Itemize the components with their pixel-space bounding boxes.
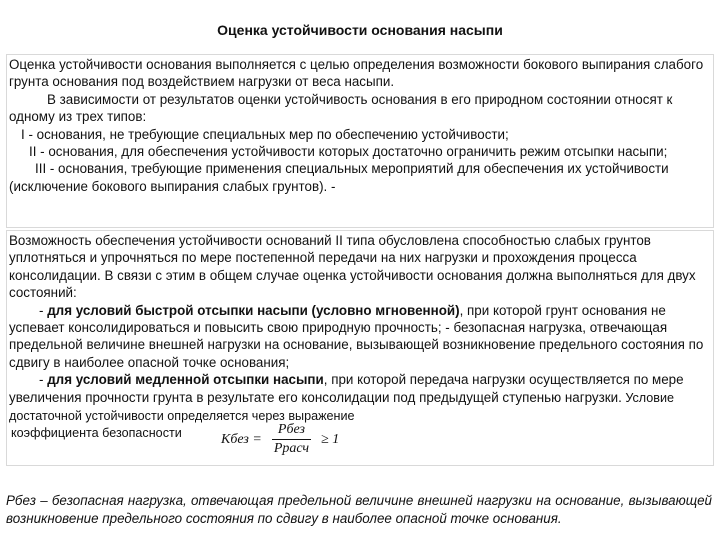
formula-fraction	[268, 421, 315, 458]
slow-fill-paragraph	[9, 371, 711, 425]
formula-denominator: Pрасч	[273, 441, 310, 457]
page-title: Оценка устойчивости основания насыпи	[217, 22, 503, 38]
intro-block	[6, 54, 714, 228]
fast-fill-prefix: -	[39, 302, 48, 318]
type-2-block	[6, 230, 714, 466]
fast-fill-heading: для условий быстрой отсыпки насыпи (условно мгновенной)	[47, 302, 460, 318]
formula-lhs: Kбез =	[221, 432, 262, 448]
condition-text: Условие достаточной устойчивости определяется через выражение	[9, 390, 675, 424]
formula-label: коэффициента безопасности	[11, 426, 182, 441]
formula-numerator: Pбез	[272, 421, 311, 440]
type-2-item: II - основания, для обеспечения устойчивости которых достаточно ограничить режим отсыпки насыпи;	[29, 144, 668, 160]
formula-row	[9, 422, 711, 459]
safety-factor-formula	[221, 421, 339, 458]
slow-fill-heading: для условий медленной отсыпки насыпи	[47, 372, 324, 388]
consolidation-paragraph: Возможность обеспечения устойчивости оснований II типа обусловлена способностью слабых грунтов уплотняться и упрочняться по мере постепенной передачи на них нагрузки и прохождения процесса консолидации. В связи с этим в общем случае оценка устойчивости основания должна выполняться для двух состояний:	[9, 233, 696, 301]
fast-fill-text: , при которой грунт основания не успевает консолидироваться и повысить свою природную прочность; - безопасная нагрузка, отвечающая предельной величине внешней нагрузки на основание, вызывающей возникновение предельного состояния по сдвигу в наиболее опасной точке основания;	[9, 302, 704, 370]
type-1-item: I - основания, не требующие специальных мер по обеспечению устойчивости;	[21, 126, 509, 142]
definition-pbez: Pбез – безопасная нагрузка, отвечающая предельной величине внешней нагрузки на основание, вызывающей возникновение предельного состояния по сдвигу в наиболее опасной точке основания.	[6, 493, 712, 526]
types-intro-paragraph: В зависимости от результатов оценки устойчивость основания в его природном состоянии относят к одному из трех типов:	[9, 91, 673, 125]
type-3-item: III - основания, требующие применения специальных мероприятий для обеспечения их устойчивости (исключение бокового выпирания слабых грунтов). -	[9, 161, 669, 194]
formula-rhs: ≥ 1	[321, 432, 340, 448]
fast-fill-paragraph	[9, 302, 711, 372]
slow-fill-prefix: -	[39, 372, 48, 388]
intro-paragraph: Оценка устойчивости основания выполняется с целью определения возможности бокового выпирания слабого грунта основания под воздействием нагрузки от веса насыпи.	[9, 57, 704, 90]
slow-fill-text: , при которой передача нагрузки осуществляется по мере увеличения прочности грунта в результате его консолидации под предыдущей ступенью нагрузки.	[9, 372, 684, 405]
definitions-block	[6, 492, 712, 528]
